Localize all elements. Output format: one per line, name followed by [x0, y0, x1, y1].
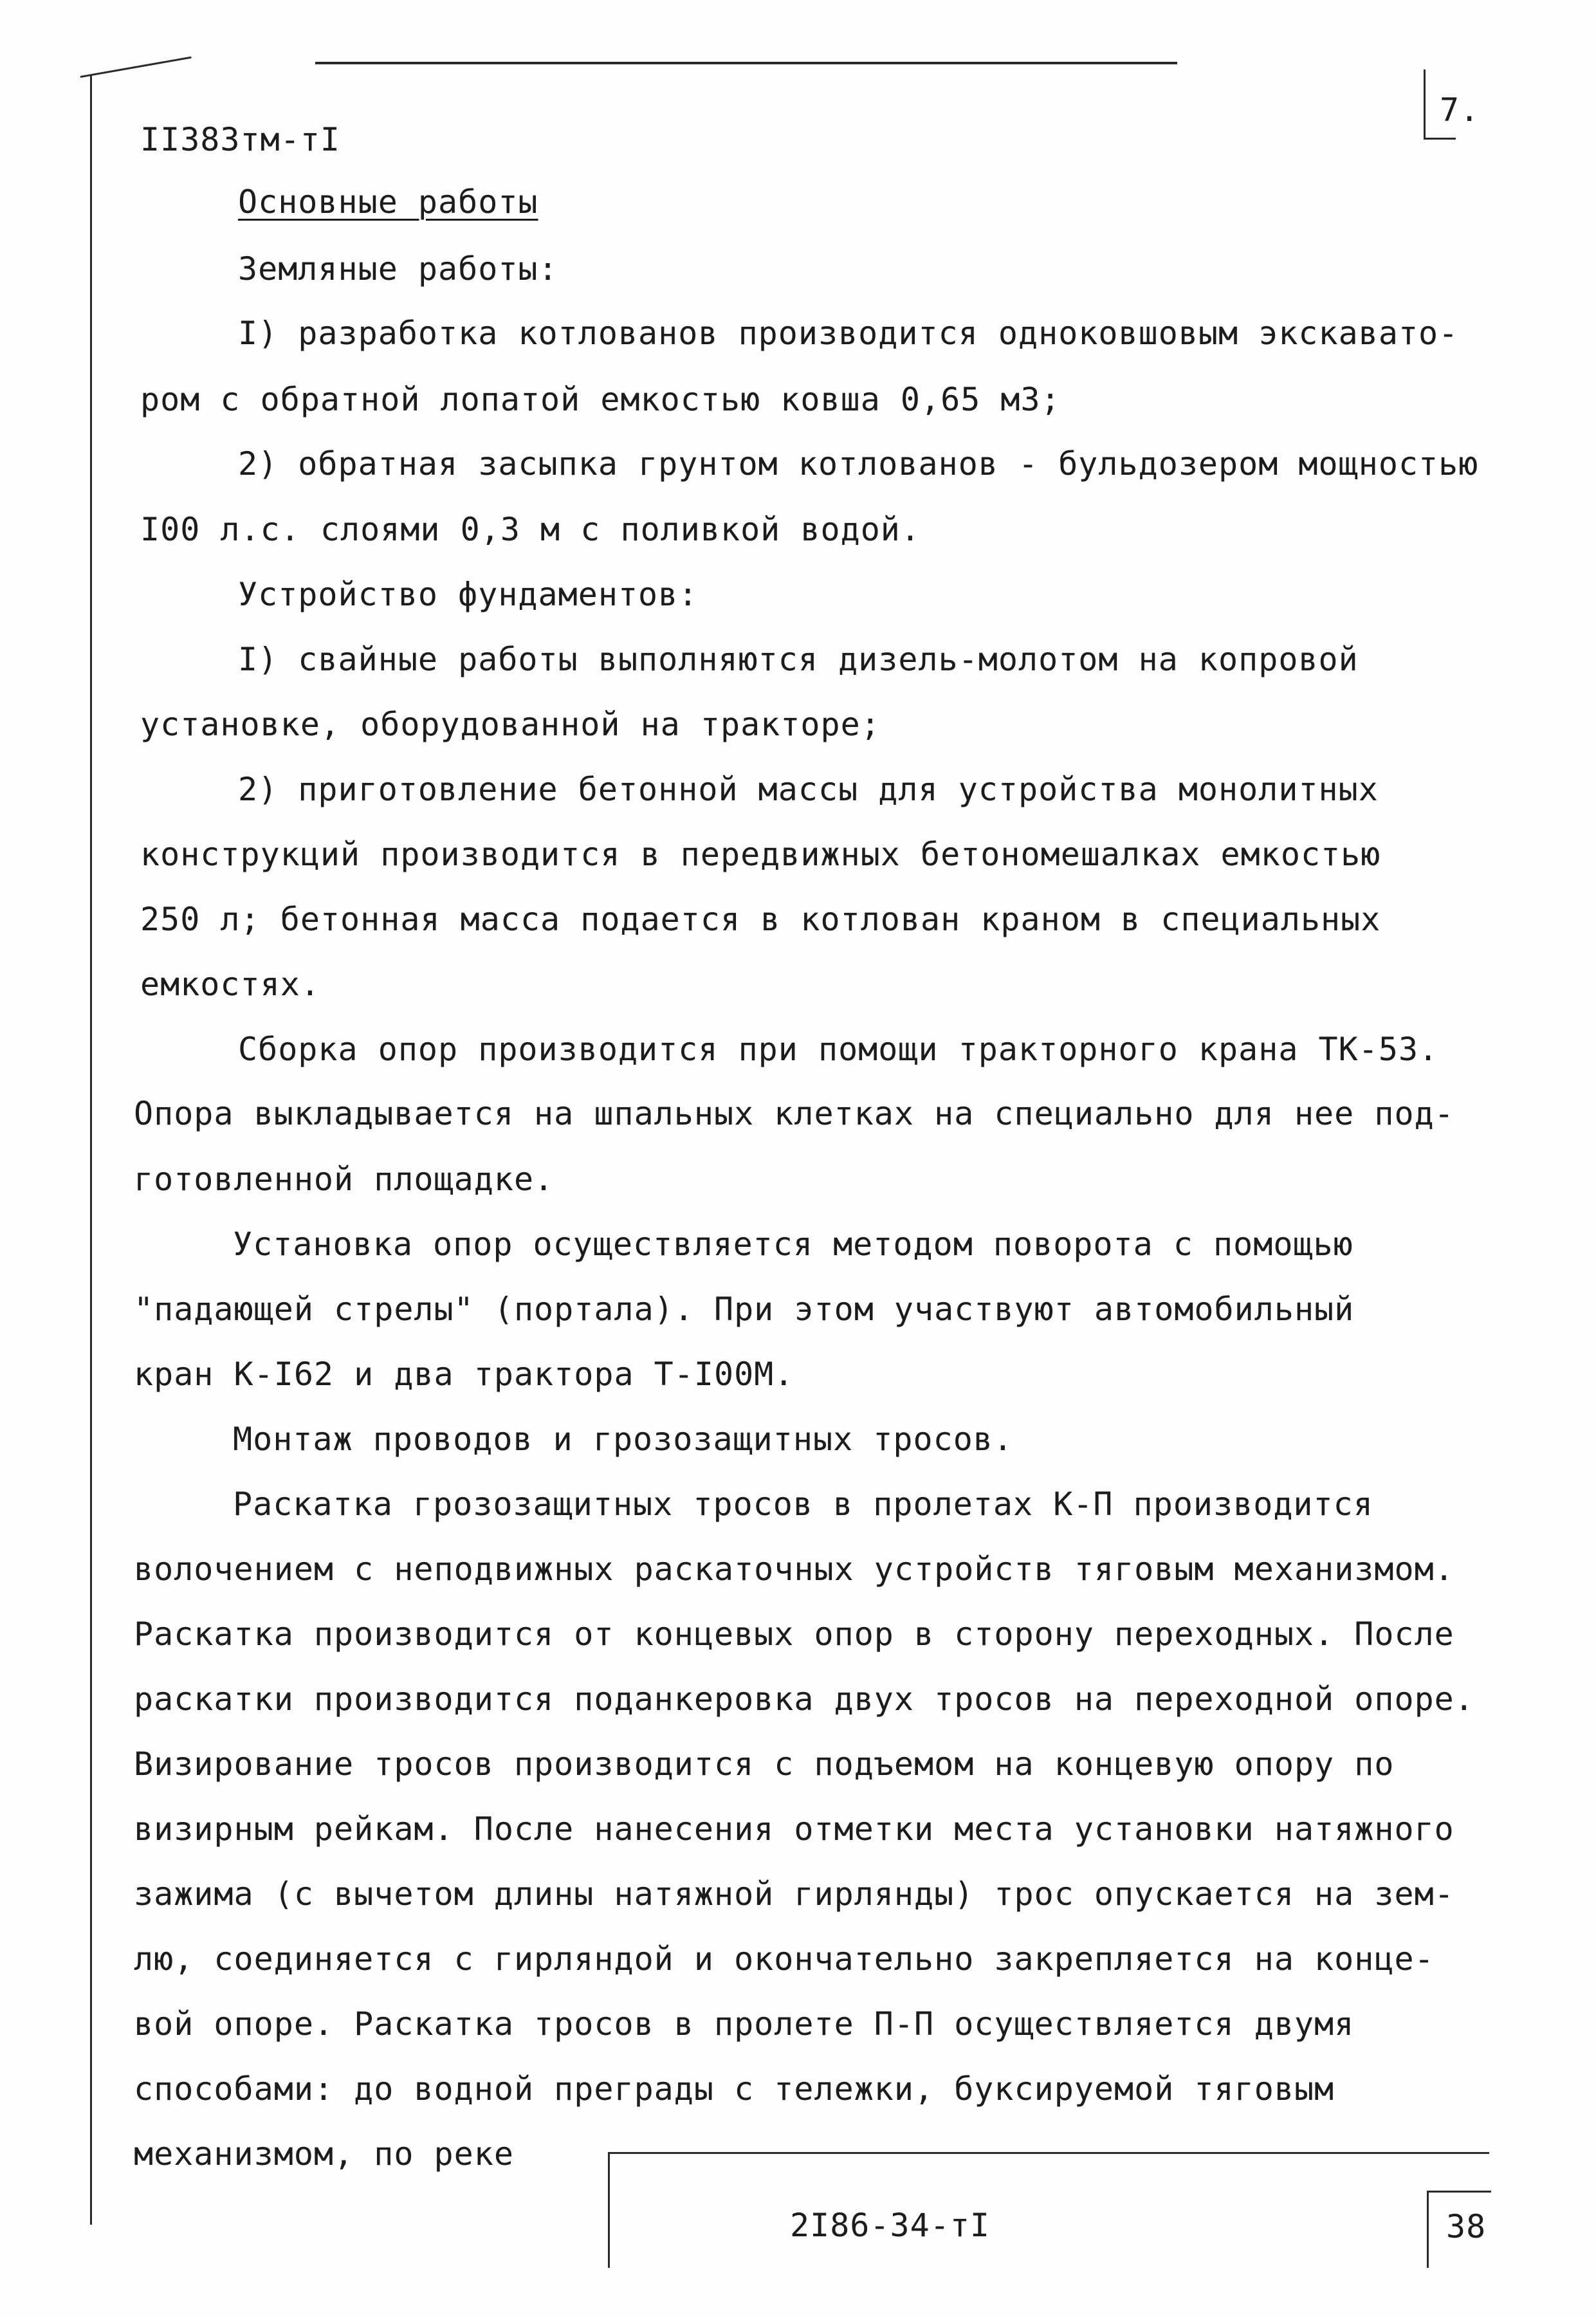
text-line: раскатки производится поданкеровка двух тросов на переходной опоре.	[134, 1680, 1474, 1718]
text-line: волочением с неподвижных раскаточных устройств тяговым механизмом.	[134, 1550, 1454, 1588]
text-line: I) свайные работы выполняются дизель-молотом на копровой	[238, 641, 1359, 678]
text-line: зажима (с вычетом длины натяжной гирлянды) трос опускается на зем-	[134, 1875, 1454, 1913]
text-line: Земляные работы:	[238, 250, 558, 288]
footer-box-left	[608, 2152, 610, 2268]
text-line: вой опоре. Раскатка тросов в пролете П-П осуществляется двумя	[134, 2005, 1355, 2043]
footer-sheet-number: 38	[1446, 2208, 1487, 2245]
text-line: Монтаж проводов и грозозащитных тросов.	[233, 1421, 1013, 1458]
text-line: Сборка опор производится при помощи тракторного крана ТК-53.	[238, 1031, 1439, 1068]
text-line: Устройство фундаментов:	[238, 576, 699, 613]
text-line: емкостях.	[140, 966, 320, 1003]
corner-box-bottom	[1424, 138, 1456, 140]
text-line: визирным рейкам. После нанесения отметки места установки натяжного	[134, 1810, 1454, 1848]
top-left-stroke	[80, 57, 192, 78]
text-line: 250 л; бетонная масса подается в котлован краном в специальных	[140, 901, 1381, 938]
text-line: способами: до водной преграды с тележки, буксируемой тяговым	[134, 2070, 1335, 2108]
text-line: установке, оборудованной на тракторе;	[140, 706, 881, 743]
footer-sheet-divider	[1427, 2191, 1429, 2268]
text-line: Визирование тросов производится с подъемом на концевую опору по	[134, 1745, 1395, 1783]
document-code: II383тм-тI	[140, 121, 341, 158]
top-rule	[315, 62, 1177, 64]
left-margin-rule	[90, 76, 92, 2225]
text-line: Опора выкладывается на шпальных клетках на специально для нее под-	[134, 1095, 1454, 1132]
text-line: Установка опор осуществляется методом поворота с помощью	[233, 1226, 1353, 1263]
footer-box-top	[608, 2152, 1489, 2154]
text-line: лю, соединяется с гирляндой и окончательно закрепляется на конце-	[134, 1940, 1435, 1978]
footer-divider-line	[1427, 2191, 1491, 2193]
text-line: конструкций производится в передвижных бетономешалках емкостью	[140, 836, 1381, 873]
text-line: I00 л.с. слоями 0,3 м с поливкой водой.	[140, 511, 921, 548]
text-line: Раскатка производится от концевых опор в сторону переходных. После	[134, 1615, 1454, 1653]
corner-box-left	[1424, 69, 1426, 139]
text-line: механизмом, по реке	[134, 2135, 514, 2173]
text-line: 2) обратная засыпка грунтом котлованов - бульдозером мощностью	[238, 445, 1479, 483]
text-line: I) разработка котлованов производится одноковшовым экскавато-	[238, 315, 1459, 352]
text-line: ром с обратной лопатой емкостью ковша 0,65 м3;	[140, 381, 1061, 418]
text-line: готовленной площадке.	[134, 1161, 555, 1198]
text-line: 2) приготовление бетонной массы для устройства монолитных	[238, 771, 1379, 808]
text-line: "падающей стрелы" (портала). При этом участвуют автомобильный	[134, 1291, 1355, 1328]
section-title: Основные работы	[238, 183, 538, 221]
text-line: кран К-I62 и два трактора Т-I00М.	[134, 1356, 794, 1393]
footer-stamp-code: 2I86-34-тI	[790, 2207, 991, 2244]
text-line: Раскатка грозозащитных тросов в пролетах К-П производится	[233, 1486, 1373, 1523]
corner-mark: 7.	[1440, 91, 1480, 129]
